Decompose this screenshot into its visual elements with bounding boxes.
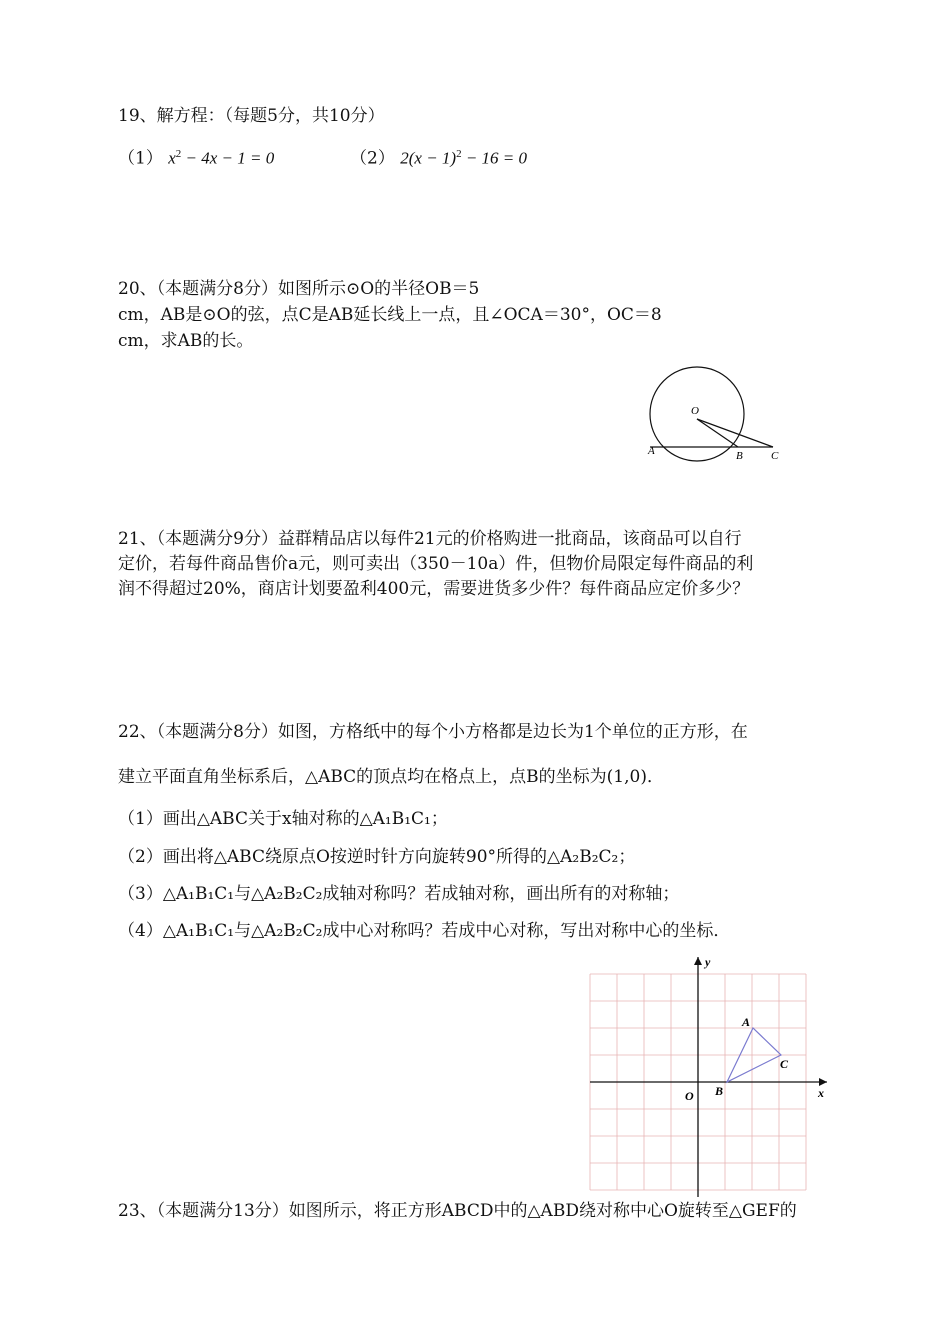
q22-sub4: （4）△A₁B₁C₁与△A₂B₂C₂成中心对称吗？若成中心对称，写出对称中心的坐标．	[118, 921, 731, 941]
q20-line3: cm，求AB的长。	[118, 331, 254, 351]
q19-part2-label: （2）	[350, 148, 395, 169]
q19-part1-var: x	[168, 148, 176, 168]
line-ob	[697, 419, 738, 447]
q19-part1-rest: − 4x − 1 = 0	[181, 148, 275, 168]
grid-figure	[585, 952, 835, 1200]
q20-line2: cm，AB是⊙O的弦，点C是AB延长线上一点，且∠OCA＝30°，OC＝8	[118, 305, 662, 325]
q20-line1: 20、（本题满分8分）如图所示⊙O的半径OB＝5	[118, 279, 480, 299]
label-c: C	[780, 1057, 789, 1071]
q19-part2-a: 2(x − 1)	[400, 148, 457, 168]
q22-line1: 22、（本题满分8分）如图，方格纸中的每个小方格都是边长为1个单位的正方形，在	[118, 722, 748, 742]
label-y: y	[705, 955, 711, 969]
label-o: O	[691, 405, 699, 417]
q22-sub2: （2）画出将△ABC绕原点O按逆时针方向旋转90°所得的△A₂B₂C₂；	[118, 847, 636, 867]
q22-sub3: （3）△A₁B₁C₁与△A₂B₂C₂成轴对称吗？若成轴对称，画出所有的对称轴；	[118, 884, 680, 904]
q21-line1: 21、（本题满分9分）益群精品店以每件21元的价格购进一批商品，该商品可以自行	[118, 529, 742, 549]
q22-sub1: （1）画出△ABC关于x轴对称的△A₁B₁C₁；	[118, 809, 448, 829]
q21-line3: 润不得超过20%，商店计划要盈利400元，需要进货多少件？每件商品应定价多少？	[118, 579, 750, 599]
label-b: B	[736, 450, 743, 462]
label-origin: O	[685, 1089, 694, 1103]
label-a: A	[742, 1015, 751, 1029]
label-c: C	[771, 450, 779, 462]
line-oc	[697, 419, 773, 447]
x-axis-arrow	[819, 1078, 827, 1086]
label-b: B	[715, 1084, 724, 1098]
circle-figure	[640, 366, 790, 468]
q19-part2-exp: 2	[456, 148, 462, 160]
q19-part2	[350, 143, 527, 170]
q19-part1-label: （1）	[118, 148, 163, 169]
q22-line2: 建立平面直角坐标系后，△ABC的顶点均在格点上，点B的坐标为(1,0)．	[118, 767, 664, 787]
label-a: A	[648, 445, 655, 457]
q21-line2: 定价，若每件商品售价a元，则可卖出（350－10a）件，但物价局限定每件商品的利	[118, 554, 754, 574]
y-axis-arrow	[694, 957, 702, 965]
label-x: x	[818, 1086, 824, 1100]
q19-part1	[118, 143, 274, 170]
q19-part2-b: − 16 = 0	[461, 148, 528, 168]
q19-part1-exp: 2	[175, 148, 182, 160]
q23-line1: 23、（本题满分13分）如图所示，将正方形ABCD中的△ABD绕对称中心O旋转至△GEF的	[118, 1201, 797, 1221]
q19-title: 19、解方程：（每题5分，共10分）	[118, 106, 385, 126]
